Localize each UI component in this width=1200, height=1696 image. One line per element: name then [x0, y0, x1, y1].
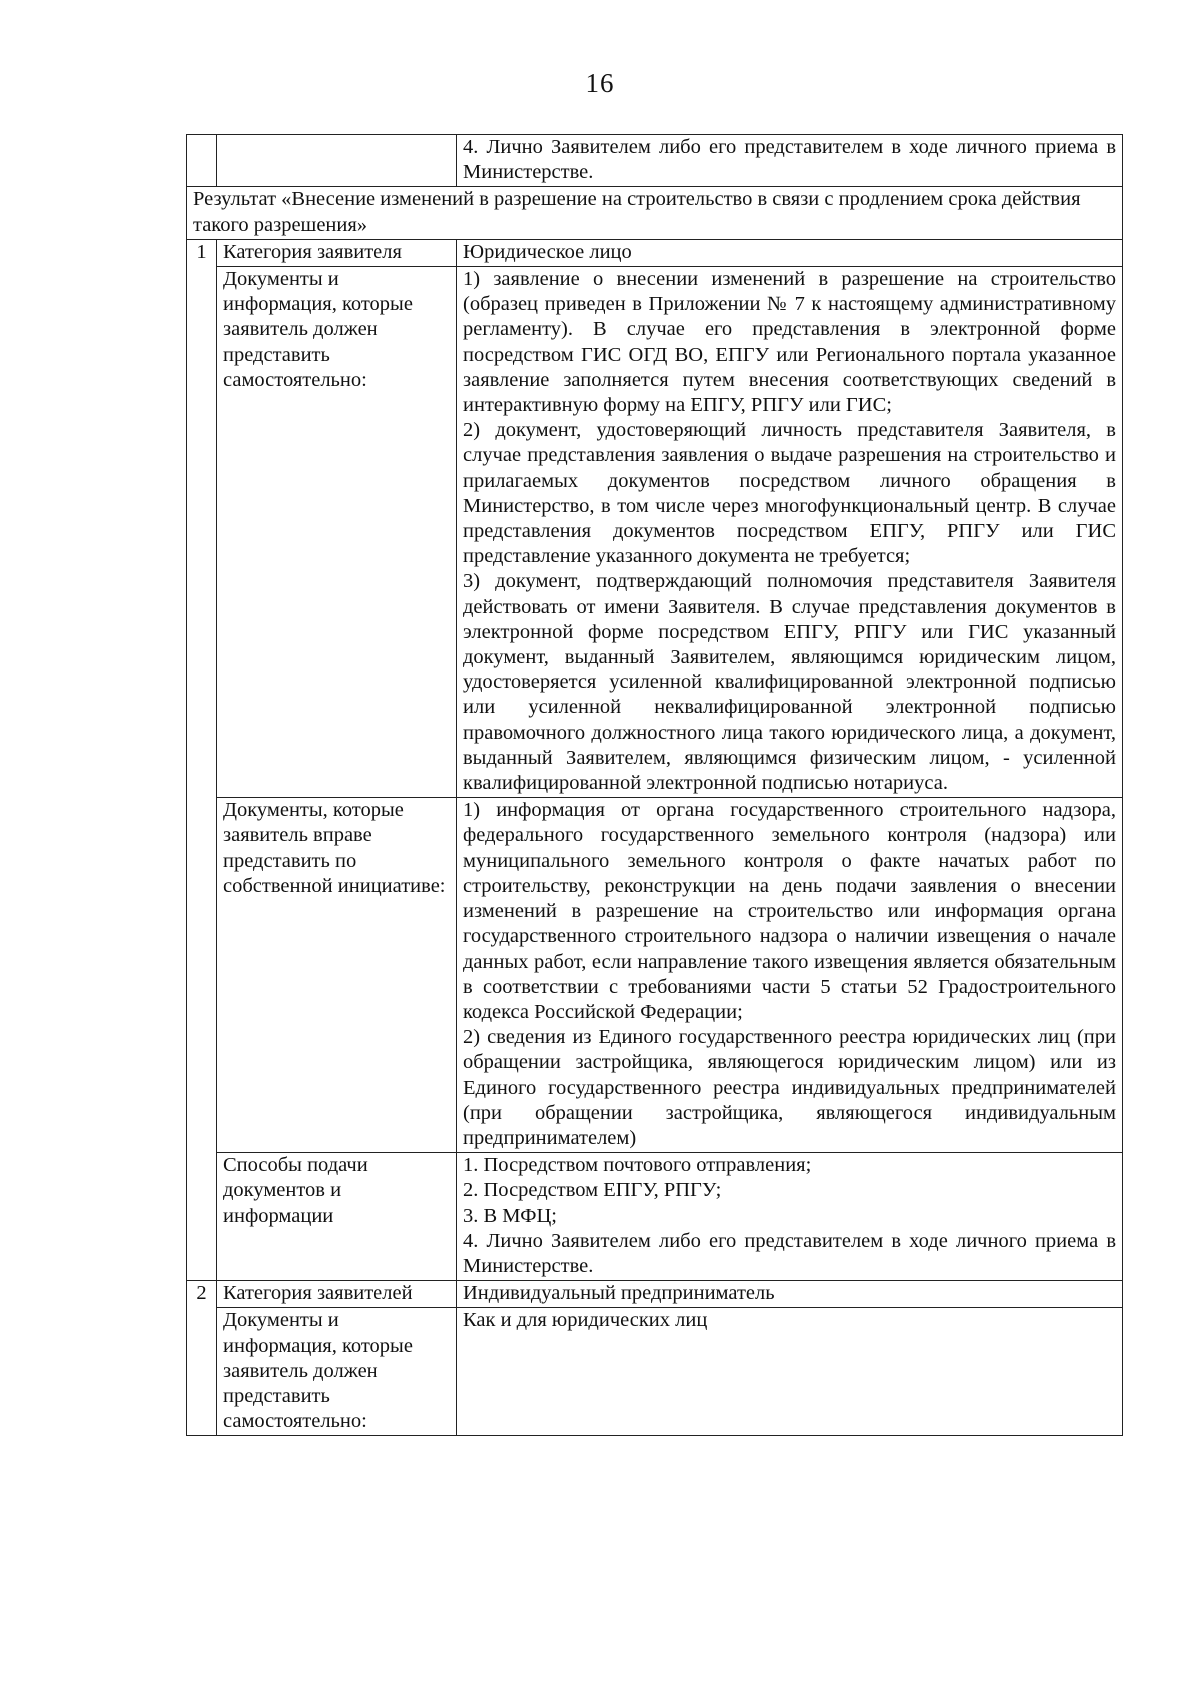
required-documents-label: Документы и информация, которые заявитель должен представить самостоятельно: — [217, 1308, 457, 1436]
table-row — [187, 798, 1123, 1153]
optional-documents-list — [457, 798, 1123, 1153]
table-row — [187, 267, 1123, 798]
list-item: 3. В МФЦ; — [463, 1204, 557, 1227]
document-table — [186, 134, 1123, 1436]
required-documents-value: Как и для юридических лиц — [457, 1308, 1123, 1436]
list-item: 2) документ, удостоверяющий личность представителя Заявителя, в случае представления заявления о выдаче разрешения на строительство и прилагаемых документов посредством личного обращения в Министерство, в том числе через многофункциональный центр. В случае представления документов посредством ЕПГУ, РПГУ или ГИС представление указанного документа не требуется; — [463, 419, 1116, 568]
required-documents-list — [457, 267, 1123, 798]
table-row — [187, 1153, 1123, 1281]
optional-documents-label: Документы, которые заявитель вправе представить по собственной инициативе: — [217, 798, 457, 1153]
submission-methods-label: Способы подачи документов и информации — [217, 1153, 457, 1281]
table-row — [187, 1308, 1123, 1436]
list-item: 3) документ, подтверждающий полномочия представителя Заявителя действовать от имени Заявителя. В случае представления документов в электронной форме посредством ЕПГУ, РПГУ или ГИС указанный документ, выданный Заявителем, являющимся юридическим лицом, удостоверяется усиленной квалифицированной электронной подписью или усиленной неквалифицированной электронной подписью правомочного должностного лица такого юридического лица, а документ, выданный Заявителем, являющимся физическим лицом, - усиленной квалифицированной электронной подписью нотариуса. — [463, 570, 1116, 795]
list-item: 2. Посредством ЕПГУ, РПГУ; — [463, 1179, 722, 1202]
list-item: 1. Посредством почтового отправления; — [463, 1154, 812, 1177]
submission-methods-list — [457, 1153, 1123, 1281]
page-number: 16 — [585, 68, 615, 98]
list-item: 2) сведения из Единого государственного реестра юридических лиц (при обращении застройщика, являющегося юридическим лицом) или из Единого государственного реестра индивидуальных предпринимателей (при обращении застройщика, являющегося индивидуальным предпринимателем) — [463, 1026, 1116, 1149]
category-label: Категория заявителей — [217, 1281, 457, 1308]
table-row — [187, 135, 1123, 187]
continued-method-item: 4. Лично Заявителем либо его представителем в ходе личного приема в Министерстве. — [457, 135, 1123, 187]
table-row — [187, 187, 1123, 239]
empty-cell — [187, 135, 217, 187]
result-heading: Результат «Внесение изменений в разрешение на строительство в связи с продлением срока действия такого разрешения» — [187, 187, 1123, 239]
table-row — [187, 1281, 1123, 1308]
list-item: 4. Лично Заявителем либо его представителем в ходе личного приема в Министерстве. — [463, 1229, 1116, 1277]
section-number: 1 — [187, 239, 217, 1280]
category-label: Категория заявителя — [217, 239, 457, 266]
table-row — [187, 239, 1123, 266]
list-item: 1) информация от органа государственного строительного надзора, федерального государственного земельного контроля (надзора) или муниципального земельного контроля о факте начатых работ по строительству, реконструкции на день подачи заявления о внесении изменений в разрешение на строительство или информация органа государственного строительного надзора о наличии извещения о начале данных работ, если направление такого извещения является обязательным в соответствии с требованиями части 5 статьи 52 Градостроительного кодекса Российской Федерации; — [463, 799, 1116, 1023]
list-item: 1) заявление о внесении изменений в разрешение на строительство (образец приведен в Приложении № 7 к настоящему административному регламенту). В случае его представления в электронной форме посредством ГИС ОГД ВО, ЕПГУ или Регионального портала указанное заявление заполняется путем внесения соответствующих сведений в интерактивную форму на ЕПГУ, РПГУ или ГИС; — [463, 268, 1116, 417]
empty-cell — [217, 135, 457, 187]
required-documents-label: Документы и информация, которые заявитель должен представить самостоятельно: — [217, 267, 457, 798]
category-value: Индивидуальный предприниматель — [457, 1281, 1123, 1308]
category-value: Юридическое лицо — [457, 239, 1123, 266]
section-number: 2 — [187, 1281, 217, 1436]
